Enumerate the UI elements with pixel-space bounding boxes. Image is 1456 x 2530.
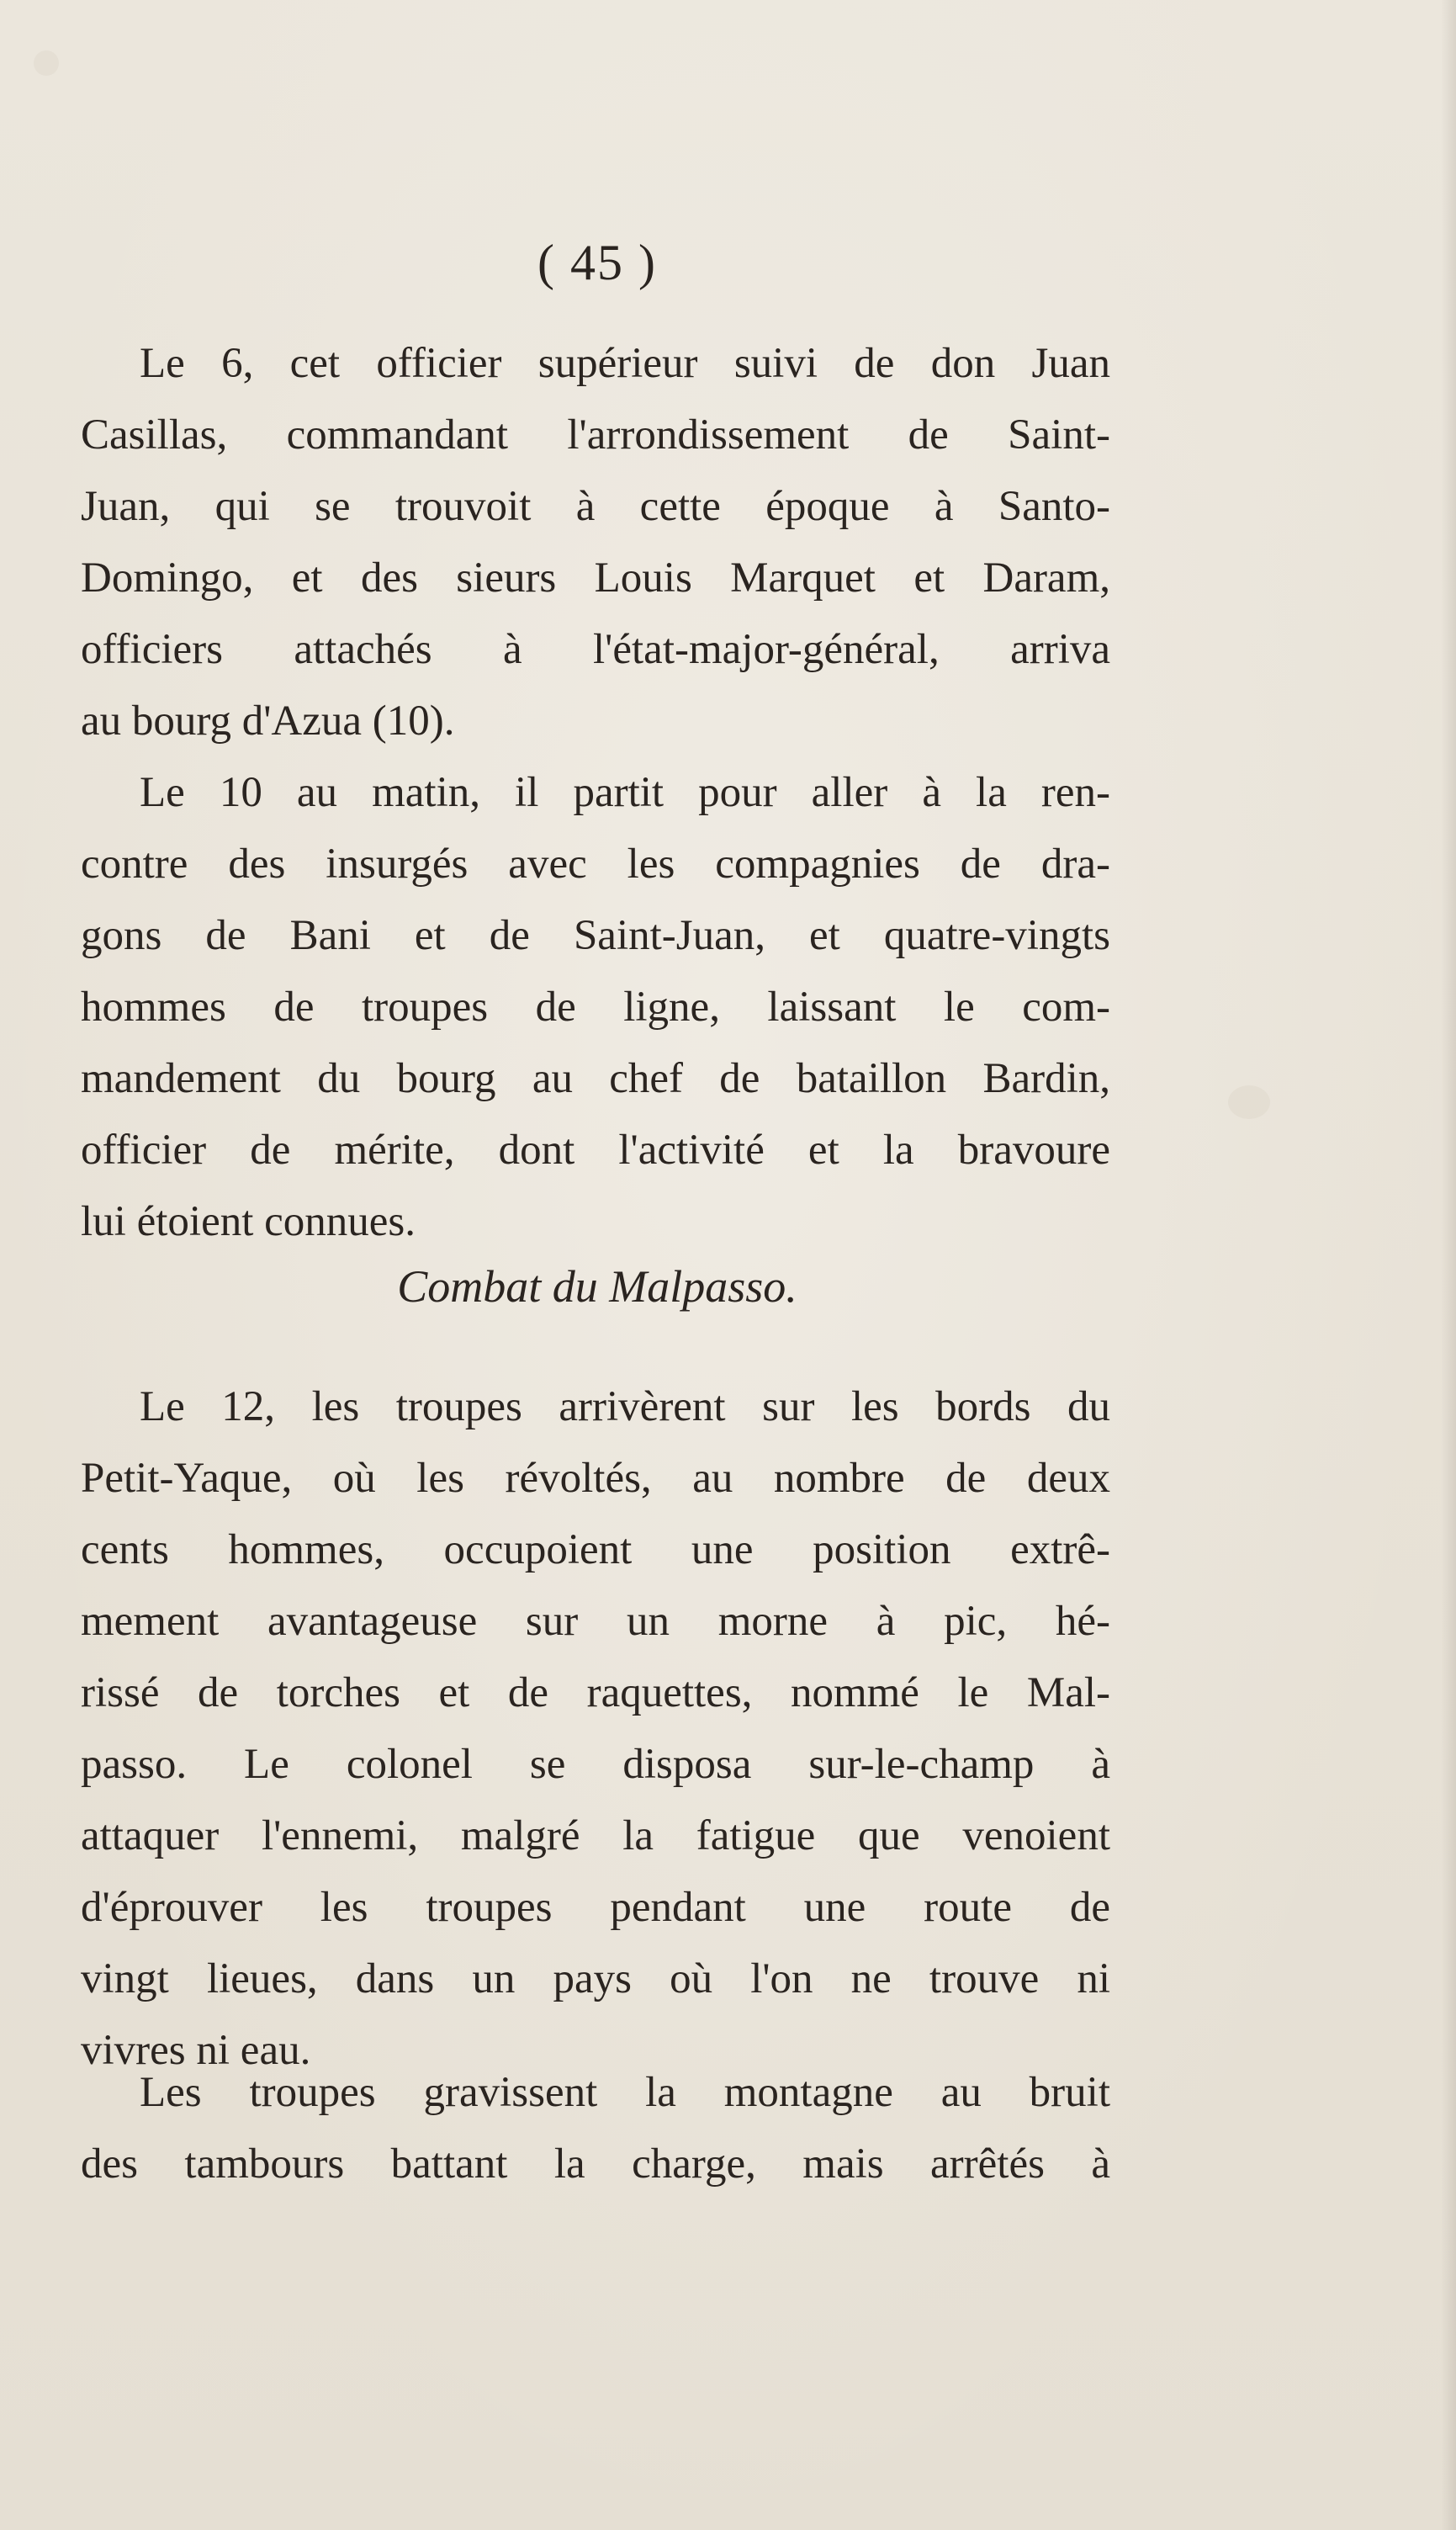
text-line: Casillas, commandant l'arrondissement de Saint- xyxy=(81,411,1110,459)
page-edge-shadow xyxy=(1441,0,1456,2530)
paragraph-2 xyxy=(81,757,1110,1258)
text-line: Le 10 au matin, il partit pour aller à la ren- xyxy=(140,769,1110,816)
text-line: cents hommes, occupoient une position extrê- xyxy=(81,1526,1110,1573)
text-line: d'éprouver les troupes pendant une route de xyxy=(81,1884,1110,1931)
text-line: au bourg d'Azua (10). xyxy=(81,697,455,745)
paragraph-1 xyxy=(81,328,1110,757)
text-line: contre des insurgés avec les compagnies de dra- xyxy=(81,841,1110,888)
text-line: officier de mérite, dont l'activité et la bravoure xyxy=(81,1127,1110,1174)
text-line: vivres ni eau. xyxy=(81,2027,311,2074)
paragraph-4 xyxy=(81,2057,1110,2200)
text-line: Domingo, et des sieurs Louis Marquet et Daram, xyxy=(81,554,1110,602)
text-line: Petit-Yaque, où les révoltés, au nombre de deux xyxy=(81,1455,1110,1502)
text-line: vingt lieues, dans un pays où l'on ne trouve ni xyxy=(81,1955,1110,2002)
paper-speck xyxy=(1228,1085,1270,1119)
paper-speck xyxy=(34,50,59,76)
text-line: Le 12, les troupes arrivèrent sur les bords du xyxy=(140,1383,1110,1430)
text-line: mement avantageuse sur un morne à pic, hé- xyxy=(81,1598,1110,1645)
page-number: ( 45 ) xyxy=(537,235,657,290)
section-heading: Combat du Malpasso. xyxy=(397,1261,797,1312)
text-line: Les troupes gravissent la montagne au bruit xyxy=(140,2069,1110,2116)
text-line: lui étoient connues. xyxy=(81,1198,416,1245)
text-line: attaquer l'ennemi, malgré la fatigue que venoient xyxy=(81,1812,1110,1859)
text-line: gons de Bani et de Saint-Juan, et quatre-vingts xyxy=(81,912,1110,959)
text-line: hommes de troupes de ligne, laissant le com- xyxy=(81,984,1110,1031)
paragraph-3 xyxy=(81,1371,1110,2087)
text-line: officiers attachés à l'état-major-général, arriva xyxy=(81,626,1110,673)
text-line: passo. Le colonel se disposa sur-le-champ à xyxy=(81,1741,1110,1788)
text-line: Juan, qui se trouvoit à cette époque à Santo- xyxy=(81,483,1110,530)
text-line: rissé de torches et de raquettes, nommé le Mal- xyxy=(81,1669,1110,1716)
text-line: mandement du bourg au chef de bataillon Bardin, xyxy=(81,1055,1110,1102)
text-line: Le 6, cet officier supérieur suivi de don Juan xyxy=(140,340,1110,387)
text-line: des tambours battant la charge, mais arrêtés à xyxy=(81,2140,1110,2188)
